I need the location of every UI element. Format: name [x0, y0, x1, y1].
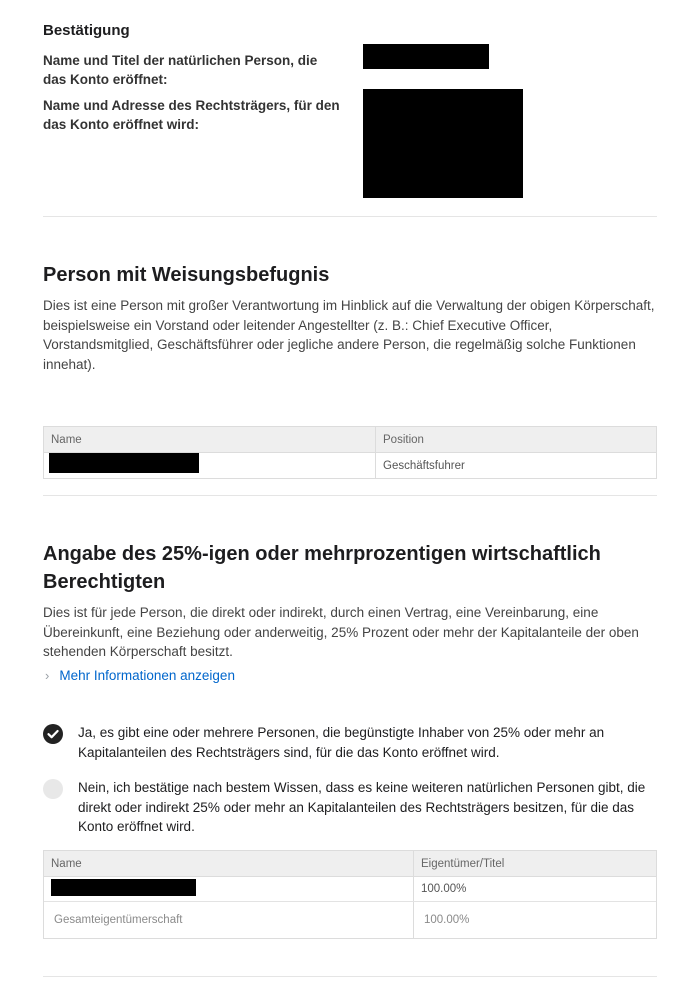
authority-table	[43, 426, 657, 479]
table-header	[44, 427, 656, 453]
total-row	[44, 902, 656, 938]
redacted-entity-address	[363, 89, 523, 198]
column-header-name: Name	[51, 433, 82, 446]
more-info-link[interactable]	[45, 668, 235, 683]
redacted-person-name	[363, 44, 489, 69]
redacted-name	[49, 453, 199, 473]
option-no-label[interactable]: Nein, ich bestätige nach bestem Wissen, dass es keine weiteren natürlichen Personen gibt, die direkt oder indirekt 25% oder mehr an Kapitalanteilen des Rechtsträgers besitzen, für die das Konto eröffnet wird.	[78, 780, 646, 834]
confirmation-title: Bestätigung	[43, 22, 130, 39]
column-header-owner-title: Eigentümer/Titel	[413, 851, 656, 876]
checkmark-icon	[43, 724, 63, 744]
ownership-cell: 100.00%	[413, 877, 656, 901]
authority-section-title: Person mit Weisungsbefugnis	[43, 264, 330, 286]
position-cell: Geschäftsfuhrer	[375, 453, 656, 478]
authority-description: Dies ist eine Person mit großer Verantwortung im Hinblick auf die Verwaltung der obigen Körperschaft, beispielsweise ein Vorstand oder leitender Angestellter (z. B.: Chief Executive Officer, Vorstandsmitglied, Geschäftsführer oder jegliche andere Person, die regelmäßig solche Funktionen innehat).	[43, 298, 655, 372]
total-value: 100.00%	[413, 902, 656, 938]
column-header-name: Name	[51, 857, 82, 870]
name-cell	[44, 877, 413, 901]
column-header-position: Position	[375, 427, 656, 452]
section-divider	[43, 495, 657, 496]
beneficial-section-title: Angabe des 25%-igen oder mehrprozentigen wirtschaftlich Berechtigten	[43, 543, 601, 593]
radio-no[interactable]	[43, 779, 63, 799]
person-name-title-label: Name und Titel der natürlichen Person, die das Konto eröffnet:	[43, 53, 318, 87]
option-yes-label[interactable]: Ja, es gibt eine oder mehrere Personen, die begünstigte Inhaber von 25% oder mehr an Kapitalanteilen des Rechtsträgers sind, für die das Konto eröffnet wird.	[78, 725, 605, 760]
section-divider	[43, 216, 657, 217]
section-divider	[43, 976, 657, 977]
chevron-right-icon: ›	[45, 668, 50, 683]
beneficial-owners-table	[43, 850, 657, 939]
total-label: Gesamteigentümerschaft	[54, 914, 183, 926]
radio-yes[interactable]	[43, 724, 63, 744]
beneficial-description: Dies ist für jede Person, die direkt oder indirekt, durch einen Vertrag, eine Vereinbarung, eine Übereinkunft, eine Beziehung oder anderweitig, 25% Prozent oder mehr der Kapitalanteile der oben stehenden Körperschaft besitzt.	[43, 605, 639, 659]
name-cell	[44, 453, 375, 478]
redacted-name	[51, 879, 196, 896]
entity-name-address-label: Name und Adresse des Rechtsträgers, für den das Konto eröffnet wird:	[43, 98, 340, 132]
table-row	[44, 877, 656, 902]
more-info-label: Mehr Informationen anzeigen	[59, 668, 235, 683]
table-row	[44, 453, 656, 478]
table-header	[44, 851, 656, 877]
